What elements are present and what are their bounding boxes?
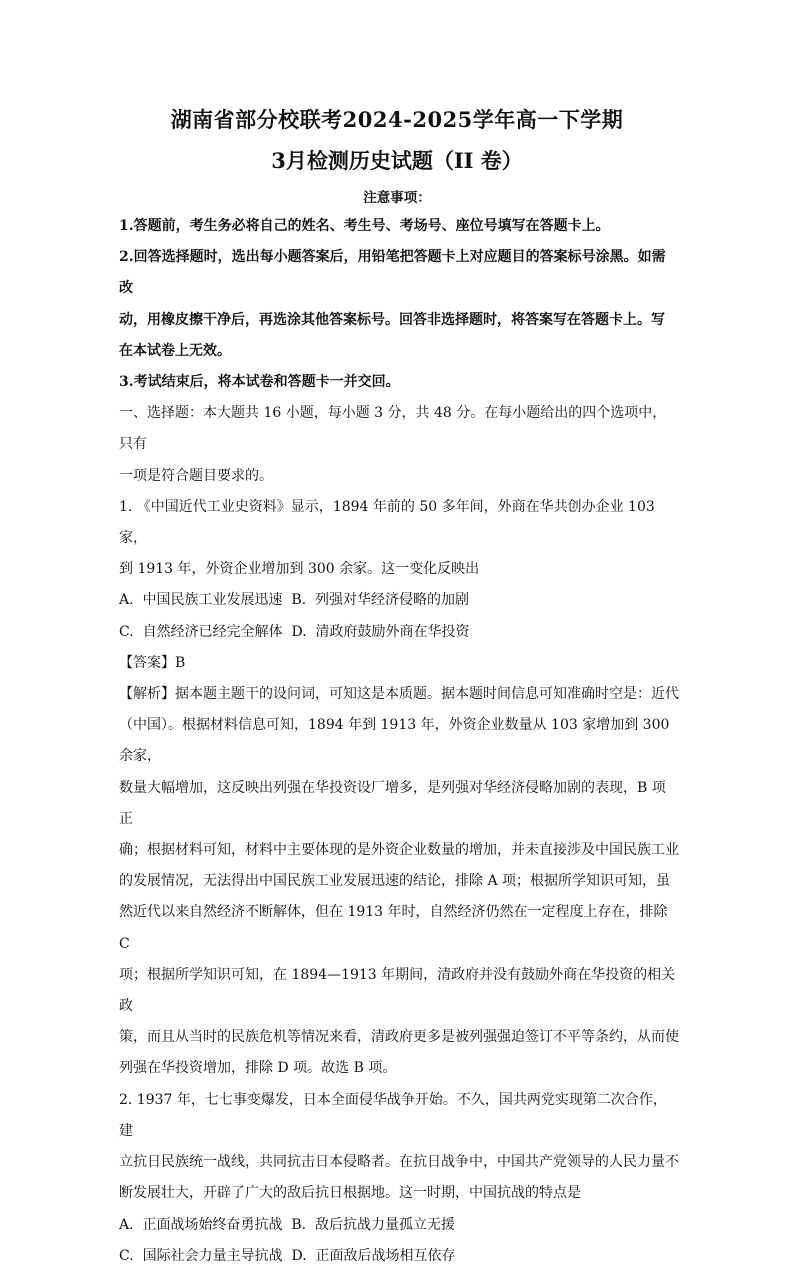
q1-analysis-line9: 列强在华投资增加，排除 D 项。故选 B 项。 (119, 1060, 397, 1077)
q1-analysis-line3: 数量大幅增加，这反映出列强在华投资设厂增多，是列强对华经济侵略加剧的表现，B 项正 (119, 779, 666, 827)
notice-item-1: 1.答题前，考生务必将自己的姓名、考生号、考场号、座位号填写在答题卡上。 (119, 218, 610, 234)
q2-stem-line1: 2. 1937 年，七七事变爆发，日本全面侵华战争开始。不久，国共两党实现第二次合作，建 (119, 1091, 667, 1139)
q1-analysis-line7: 项；根据所学知识可知，在 1894—1913 年期间，清政府并没有鼓励外商在华投资的相关政 (119, 966, 676, 1015)
q1-stem-line2: 到 1913 年，外资企业增加到 300 余家。这一变化反映出 (119, 561, 480, 578)
q1-analysis-line1: 【解析】据本题主题干的设问词，可知这是本质题。据本题时间信息可知准确时空是：近代 (119, 686, 679, 703)
q1-answer: 【答案】B (119, 654, 186, 671)
q1-stem-line1: 1. 《中国近代工业史资料》显示，1894 年前的 50 多年间，外商在华共创办企业 103 家， (119, 498, 655, 547)
q1-analysis-line4: 确；根据材料可知，材料中主要体现的是外资企业数量的增加，并未直接涉及中国民族工业 (119, 842, 679, 859)
notice-item-2-line1: 2.回答选择题时，选出每小题答案后，用铅笔把答题卡上对应题目的答案标号涂黑。如需改 (119, 249, 666, 297)
exam-title-line2: 3月检测历史试题（II 卷） (271, 148, 523, 173)
q1-analysis-line6: 然近代以来自然经济不断解体，但在 1913 年时，自然经济仍然在一定程度上存在，排除 C (119, 904, 668, 952)
q1-options-cd: C. 自然经济已经完全解体 D. 清政府鼓励外商在华投资 (119, 623, 470, 640)
notice-item-2-line3: 在本试卷上无效。 (119, 342, 231, 359)
q2-stem-line3: 断发展壮大，开辟了广大的敌后抗日根据地。这一时期，中国抗战的特点是 (119, 1185, 581, 1202)
q1-analysis-line8: 策，而且从当时的民族危机等情况来看，清政府更多是被列强强迫签订不平等条约，从而使 (119, 1029, 679, 1046)
q2-options-ab: A. 正面战场始终奋勇抗战 B. 敌后抗战力量孤立无援 (119, 1216, 455, 1233)
q1-options-ab: A. 中国民族工业发展迅速 B. 列强对华经济侵略的加剧 (119, 592, 469, 609)
section-instruction-line2: 一项是符合题目要求的。 (119, 467, 273, 484)
section-instruction-line1: 一、选择题：本大题共 16 小题，每小题 3 分，共 48 分。在每小题给出的四个选项中，只有 (119, 405, 667, 453)
notice-item-3: 3.考试结束后，将本试卷和答题卡一并交回。 (119, 374, 400, 391)
exam-body (119, 211, 679, 1272)
q1-analysis-line5: 的发展情况，无法得出中国民族工业发展迅速的结论，排除 A 项；根据所学知识可知，虽 (119, 873, 671, 890)
notice-heading: 注意事项： (363, 190, 431, 206)
q2-stem-line2: 立抗日民族统一战线，共同抗击日本侵略者。在抗日战争中，中国共产党领导的人民力量不 (119, 1154, 679, 1171)
q1-analysis-line2: （中国）。根据材料信息可知，1894 年到 1913 年，外资企业数量从 103 家增加到 300 余家， (119, 717, 670, 765)
exam-title-line1: 湖南省部分校联考2024-2025学年高一下学期 (170, 107, 624, 132)
notice-item-2-line2: 动，用橡皮擦干净后，再选涂其他答案标号。回答非选择题时，将答案写在答题卡上。写 (119, 311, 665, 328)
q2-options-cd: C. 国际社会力量主导抗战 D. 正面敌后战场相互依存 (119, 1247, 456, 1264)
